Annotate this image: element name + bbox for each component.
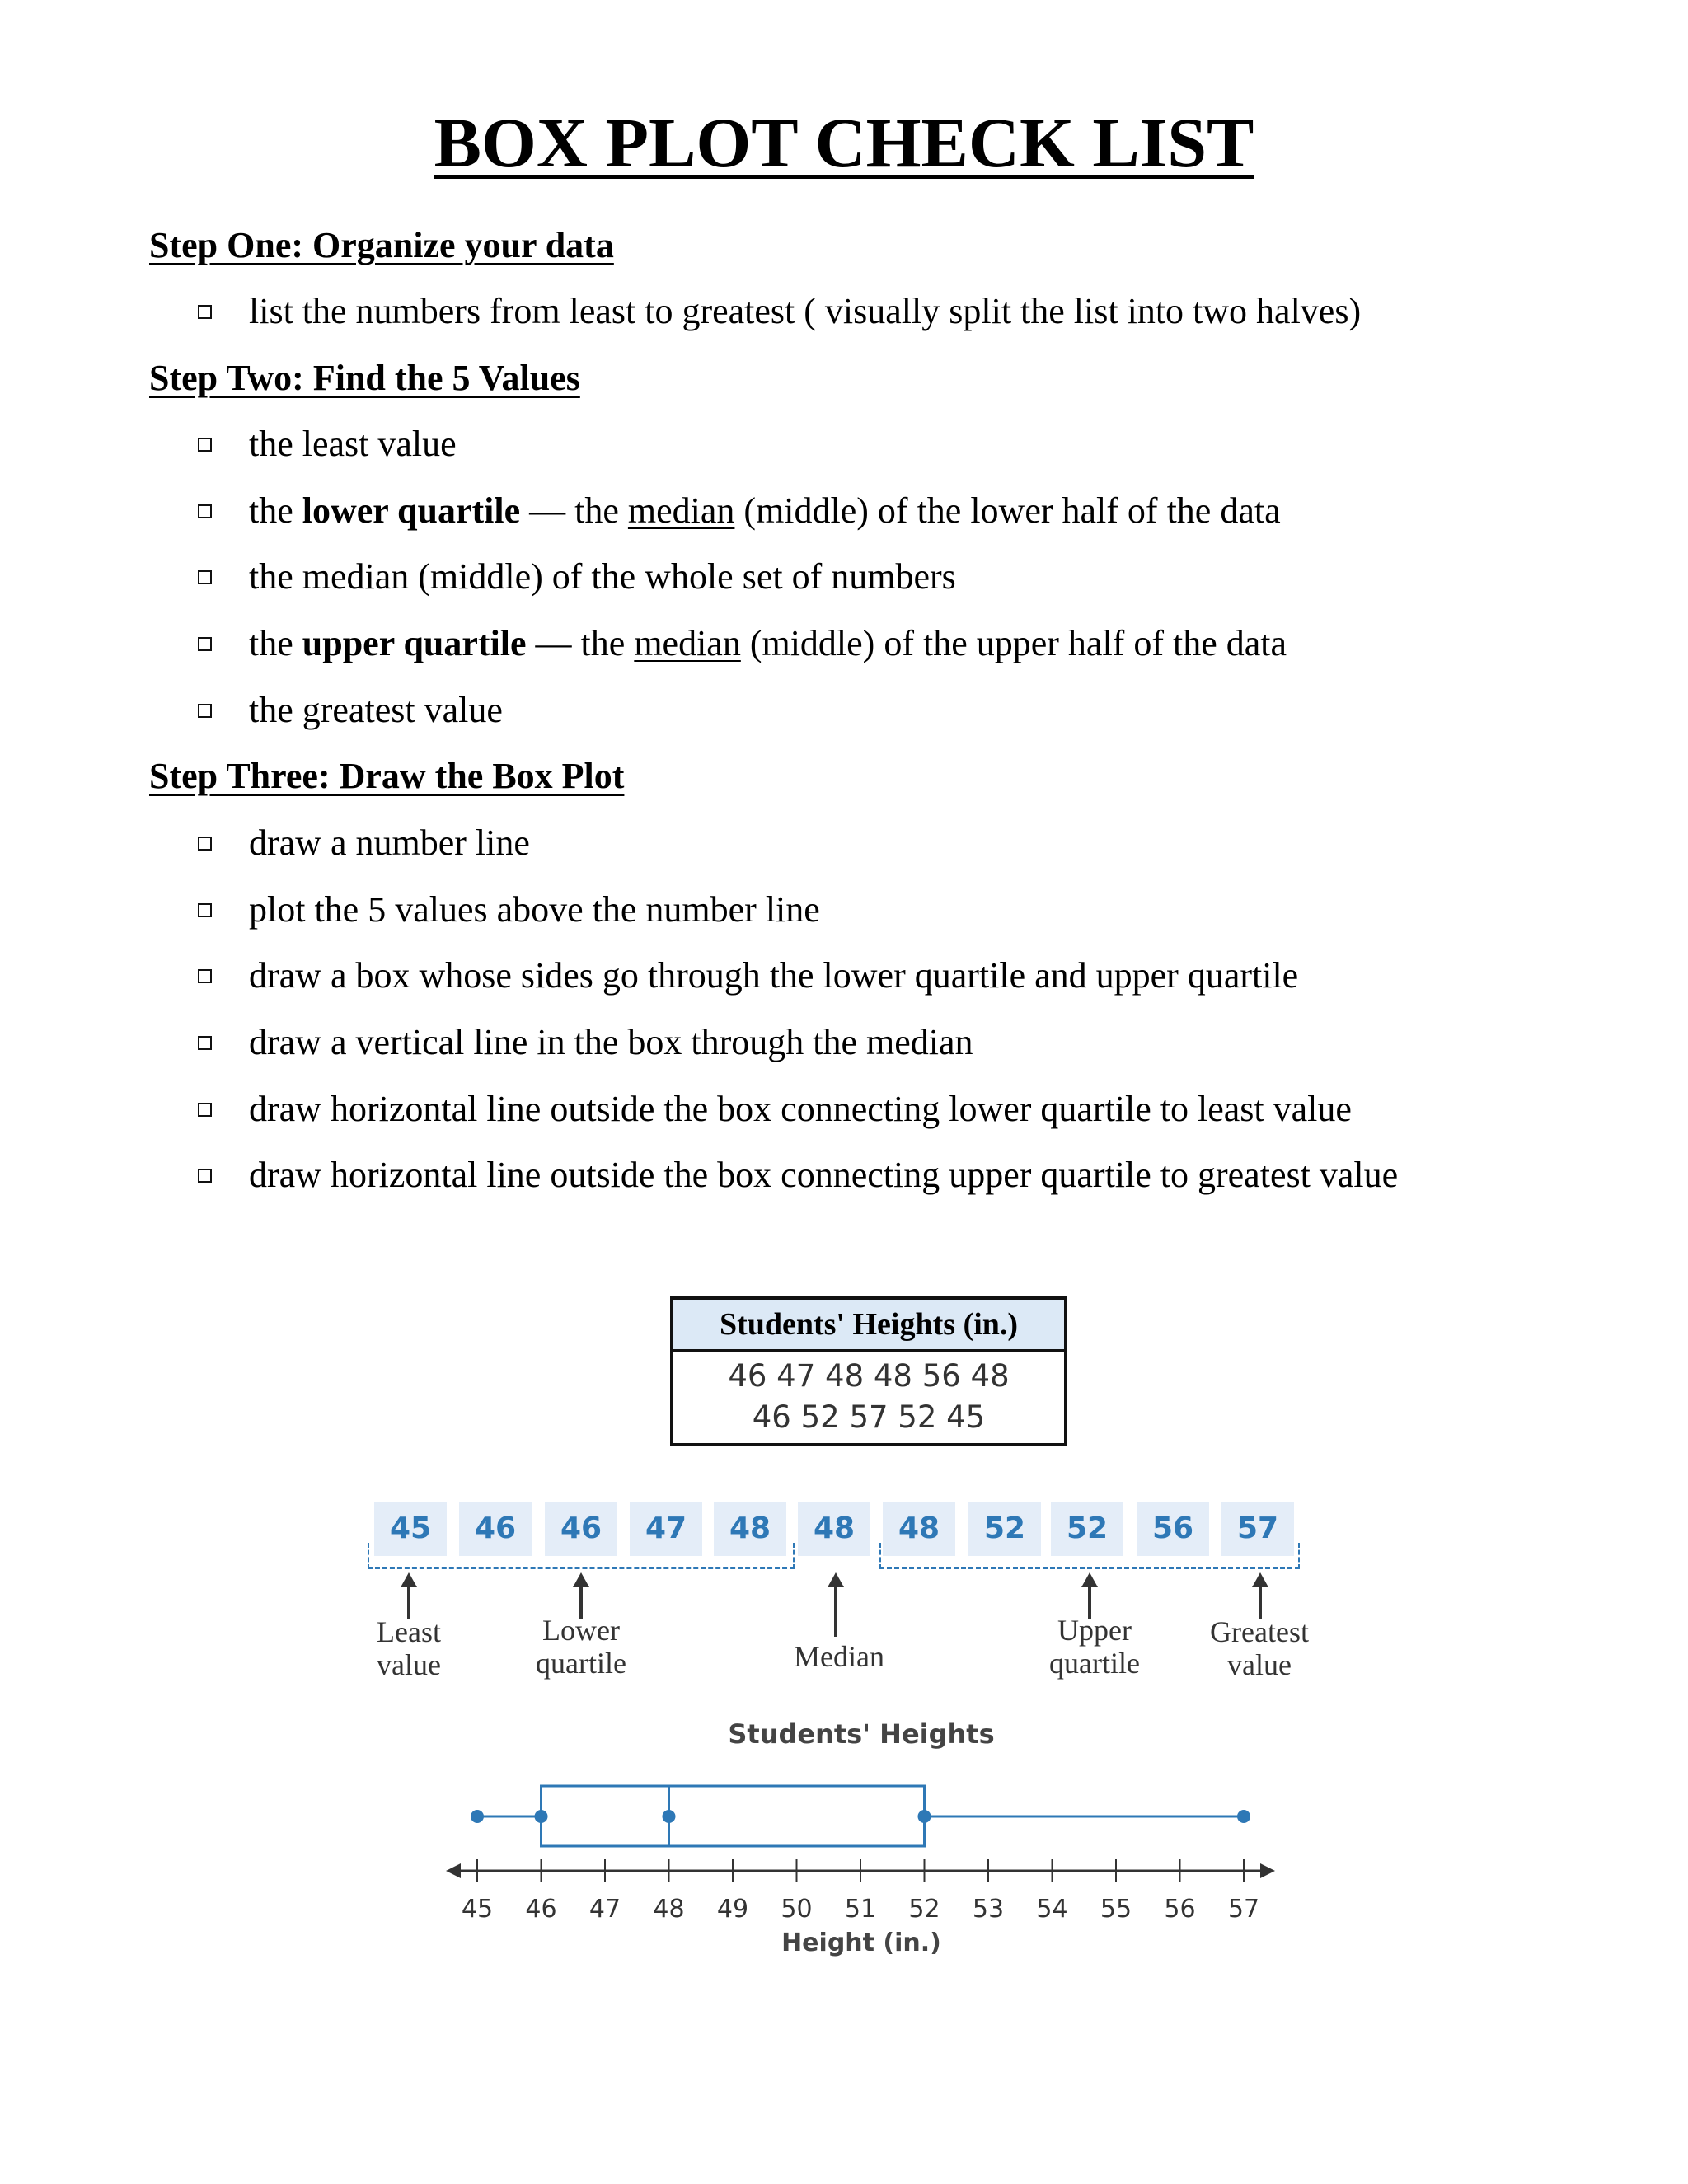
greatest-value-arrow-icon xyxy=(1259,1584,1262,1619)
checklist-item-text: the greatest value xyxy=(249,690,503,730)
value-tile: 52 xyxy=(1051,1502,1123,1556)
checkbox[interactable] xyxy=(198,903,212,917)
checklist-item-text: the lower quartile — the median (middle) of the lower half of the data xyxy=(249,490,1281,531)
checklist-item-text: the least value xyxy=(249,424,457,464)
tick-label: 57 xyxy=(1227,1895,1260,1924)
median-arrow-icon xyxy=(834,1584,837,1637)
value-tile: 48 xyxy=(714,1502,786,1556)
checkbox[interactable] xyxy=(198,837,212,851)
value-tile: 56 xyxy=(1137,1502,1209,1556)
value-tile-median: 48 xyxy=(798,1502,870,1556)
lower-quartile-label: Lower quartile xyxy=(536,1614,626,1680)
checklist-item-text: draw a number line xyxy=(249,823,530,863)
q3-point xyxy=(918,1810,931,1823)
tick-label: 52 xyxy=(908,1895,940,1924)
value-tile: 48 xyxy=(883,1502,955,1556)
box-plot-chart xyxy=(0,1764,1688,1929)
step-three-heading: Step Three: Draw the Box Plot xyxy=(149,756,625,796)
tick-label: 50 xyxy=(781,1895,813,1924)
least-value-arrow-icon xyxy=(407,1584,410,1619)
step-one-heading: Step One: Organize your data xyxy=(149,225,614,265)
checklist-item-text: plot the 5 values above the number line xyxy=(249,889,820,930)
iqr-box xyxy=(542,1786,925,1846)
q1-point xyxy=(535,1810,548,1823)
checklist-item-text: draw horizontal line outside the box connecting lower quartile to least value xyxy=(249,1089,1352,1129)
checkbox[interactable] xyxy=(198,570,212,584)
tick-label: 49 xyxy=(716,1895,749,1924)
page-title: BOX PLOT CHECK LIST xyxy=(434,103,1254,182)
checklist-item-text: draw a vertical line in the box through the median xyxy=(249,1022,973,1062)
checkbox[interactable] xyxy=(198,504,212,518)
checklist-item-text: list the numbers from least to greatest ( visually split the list into two halves) xyxy=(249,291,1362,331)
left-arrow-icon xyxy=(446,1863,461,1878)
checkbox[interactable] xyxy=(198,637,212,651)
value-tile: 52 xyxy=(968,1502,1041,1556)
tick-label: 45 xyxy=(461,1895,494,1924)
max-point xyxy=(1237,1810,1250,1823)
min-point xyxy=(471,1810,484,1823)
checkbox[interactable] xyxy=(198,1036,212,1050)
term-upper-quartile: upper quartile xyxy=(302,623,527,663)
value-tile: 45 xyxy=(374,1502,447,1556)
value-tile: 46 xyxy=(459,1502,532,1556)
checklist-item-text: the upper quartile — the median (middle) of the upper half of the data xyxy=(249,623,1287,663)
value-tile: 47 xyxy=(630,1502,702,1556)
median-point xyxy=(663,1810,676,1823)
checkbox[interactable] xyxy=(198,704,212,718)
median-label: Median xyxy=(794,1640,884,1673)
tick-label: 54 xyxy=(1036,1895,1068,1924)
term-lower-quartile: lower quartile xyxy=(302,490,521,531)
checkbox[interactable] xyxy=(198,305,212,319)
least-value-label: Least value xyxy=(377,1615,441,1681)
checklist-item-text: draw a box whose sides go through the lower quartile and upper quartile xyxy=(249,955,1299,996)
upper-quartile-label: Upper quartile xyxy=(1049,1614,1140,1680)
greatest-value-label: Greatest value xyxy=(1210,1615,1309,1681)
chart-title: Students' Heights xyxy=(728,1718,995,1750)
checklist-item-text: the median (middle) of the whole set of numbers xyxy=(249,556,956,597)
tick-label: 51 xyxy=(844,1895,877,1924)
heights-data-table xyxy=(670,1296,1067,1446)
value-tile: 57 xyxy=(1221,1502,1294,1556)
tick-label: 48 xyxy=(653,1895,685,1924)
right-arrow-icon xyxy=(1260,1863,1275,1878)
tick-label: 53 xyxy=(972,1895,1005,1924)
value-tile: 46 xyxy=(545,1502,617,1556)
upper-half-bracket xyxy=(879,1543,1300,1569)
lower-half-bracket xyxy=(368,1543,795,1569)
step-two-heading: Step Two: Find the 5 Values xyxy=(149,358,580,398)
table-row: 46 47 48 48 56 48 xyxy=(728,1358,1010,1394)
checkbox[interactable] xyxy=(198,438,212,452)
tick-label: 47 xyxy=(588,1895,621,1924)
tick-label: 56 xyxy=(1164,1895,1196,1924)
checkbox[interactable] xyxy=(198,969,212,983)
checkbox[interactable] xyxy=(198,1103,212,1117)
table-row: 46 52 57 52 45 xyxy=(752,1399,986,1435)
checklist-item-text: draw horizontal line outside the box connecting upper quartile to greatest value xyxy=(249,1155,1399,1195)
x-axis-label: Height (in.) xyxy=(781,1929,941,1957)
checkbox[interactable] xyxy=(198,1169,212,1183)
tick-label: 46 xyxy=(525,1895,557,1924)
tick-label: 55 xyxy=(1100,1895,1132,1924)
table-header: Students' Heights (in.) xyxy=(673,1300,1064,1352)
